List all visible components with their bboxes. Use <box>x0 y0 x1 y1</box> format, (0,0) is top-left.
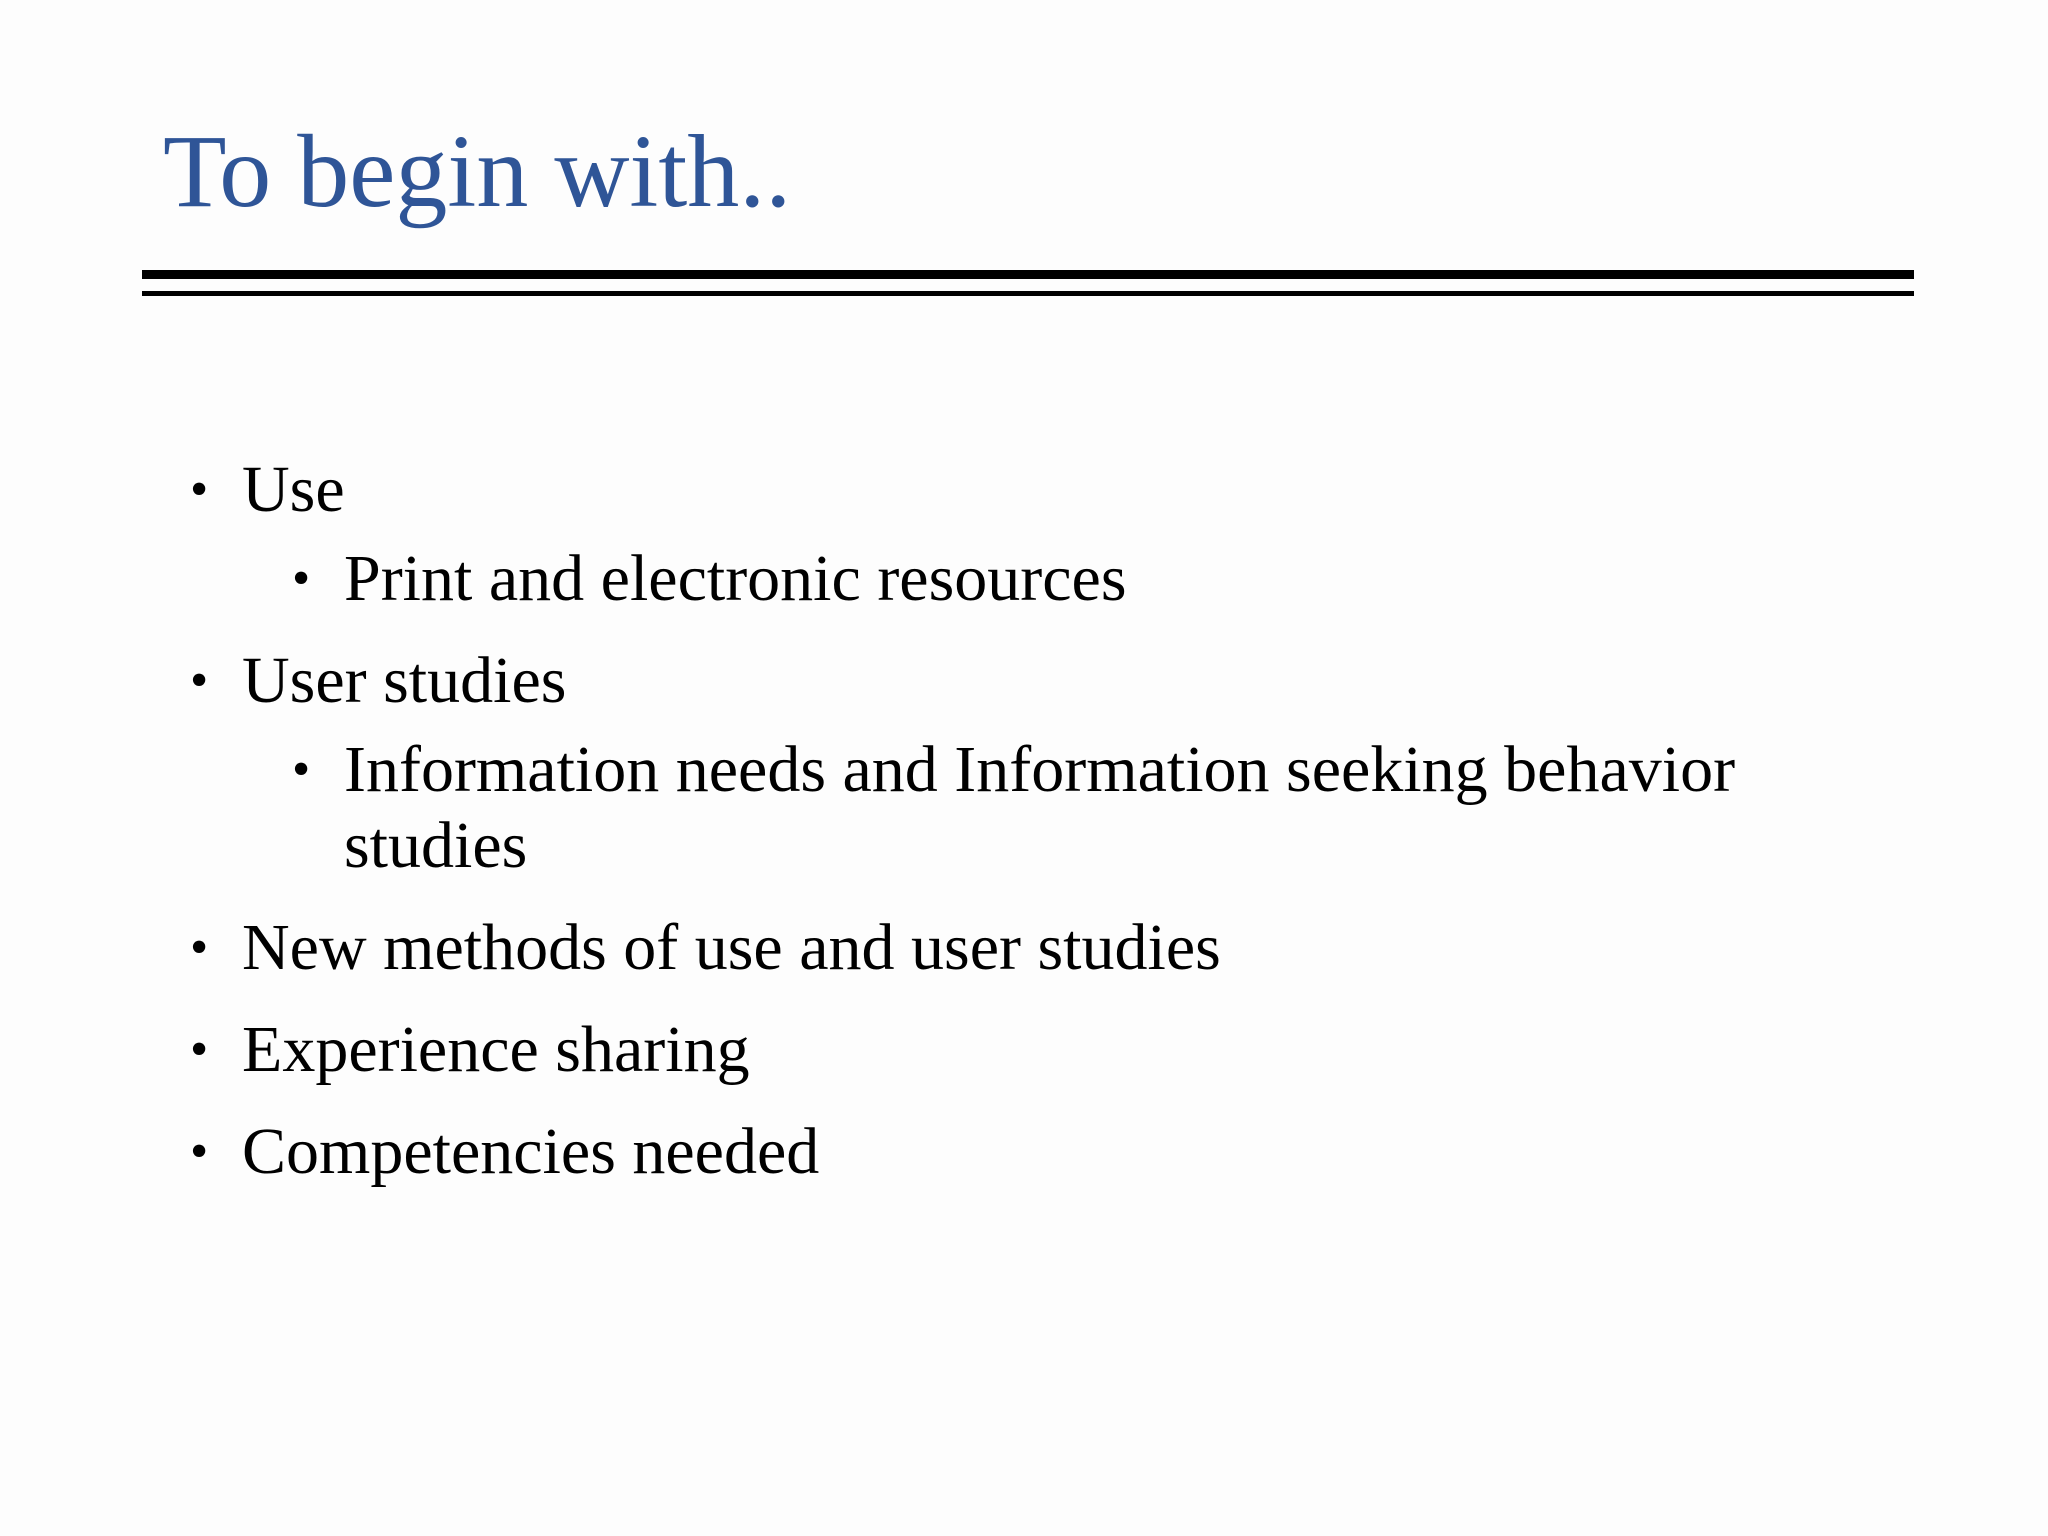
bullet-marker: • <box>292 550 311 607</box>
bullet-item <box>190 452 345 528</box>
bullet-text: User studies <box>242 644 567 717</box>
bullet-marker: • <box>190 1021 209 1078</box>
bullet-text: Experience sharing <box>242 1013 750 1086</box>
slide-title: To begin with.. <box>163 114 792 229</box>
bullet-item <box>190 910 1221 986</box>
bullet-marker: • <box>190 461 209 518</box>
bullet-marker: • <box>292 741 311 798</box>
bullet-text: Competencies needed <box>242 1115 820 1188</box>
sub-bullet-item <box>292 732 1904 884</box>
bullet-item <box>190 643 567 719</box>
bullet-text: Information needs and Information seeking behavior studies <box>344 733 1736 882</box>
bullet-marker: • <box>190 919 209 976</box>
bullet-text: Use <box>242 453 345 526</box>
sub-bullet-item <box>292 541 1904 617</box>
bullet-text: New methods of use and user studies <box>242 911 1221 984</box>
bullet-item <box>190 1114 820 1190</box>
bullet-marker: • <box>190 1123 209 1180</box>
bullet-item <box>190 1012 750 1088</box>
bullet-text: Print and electronic resources <box>344 542 1127 615</box>
bullet-marker: • <box>190 652 209 709</box>
